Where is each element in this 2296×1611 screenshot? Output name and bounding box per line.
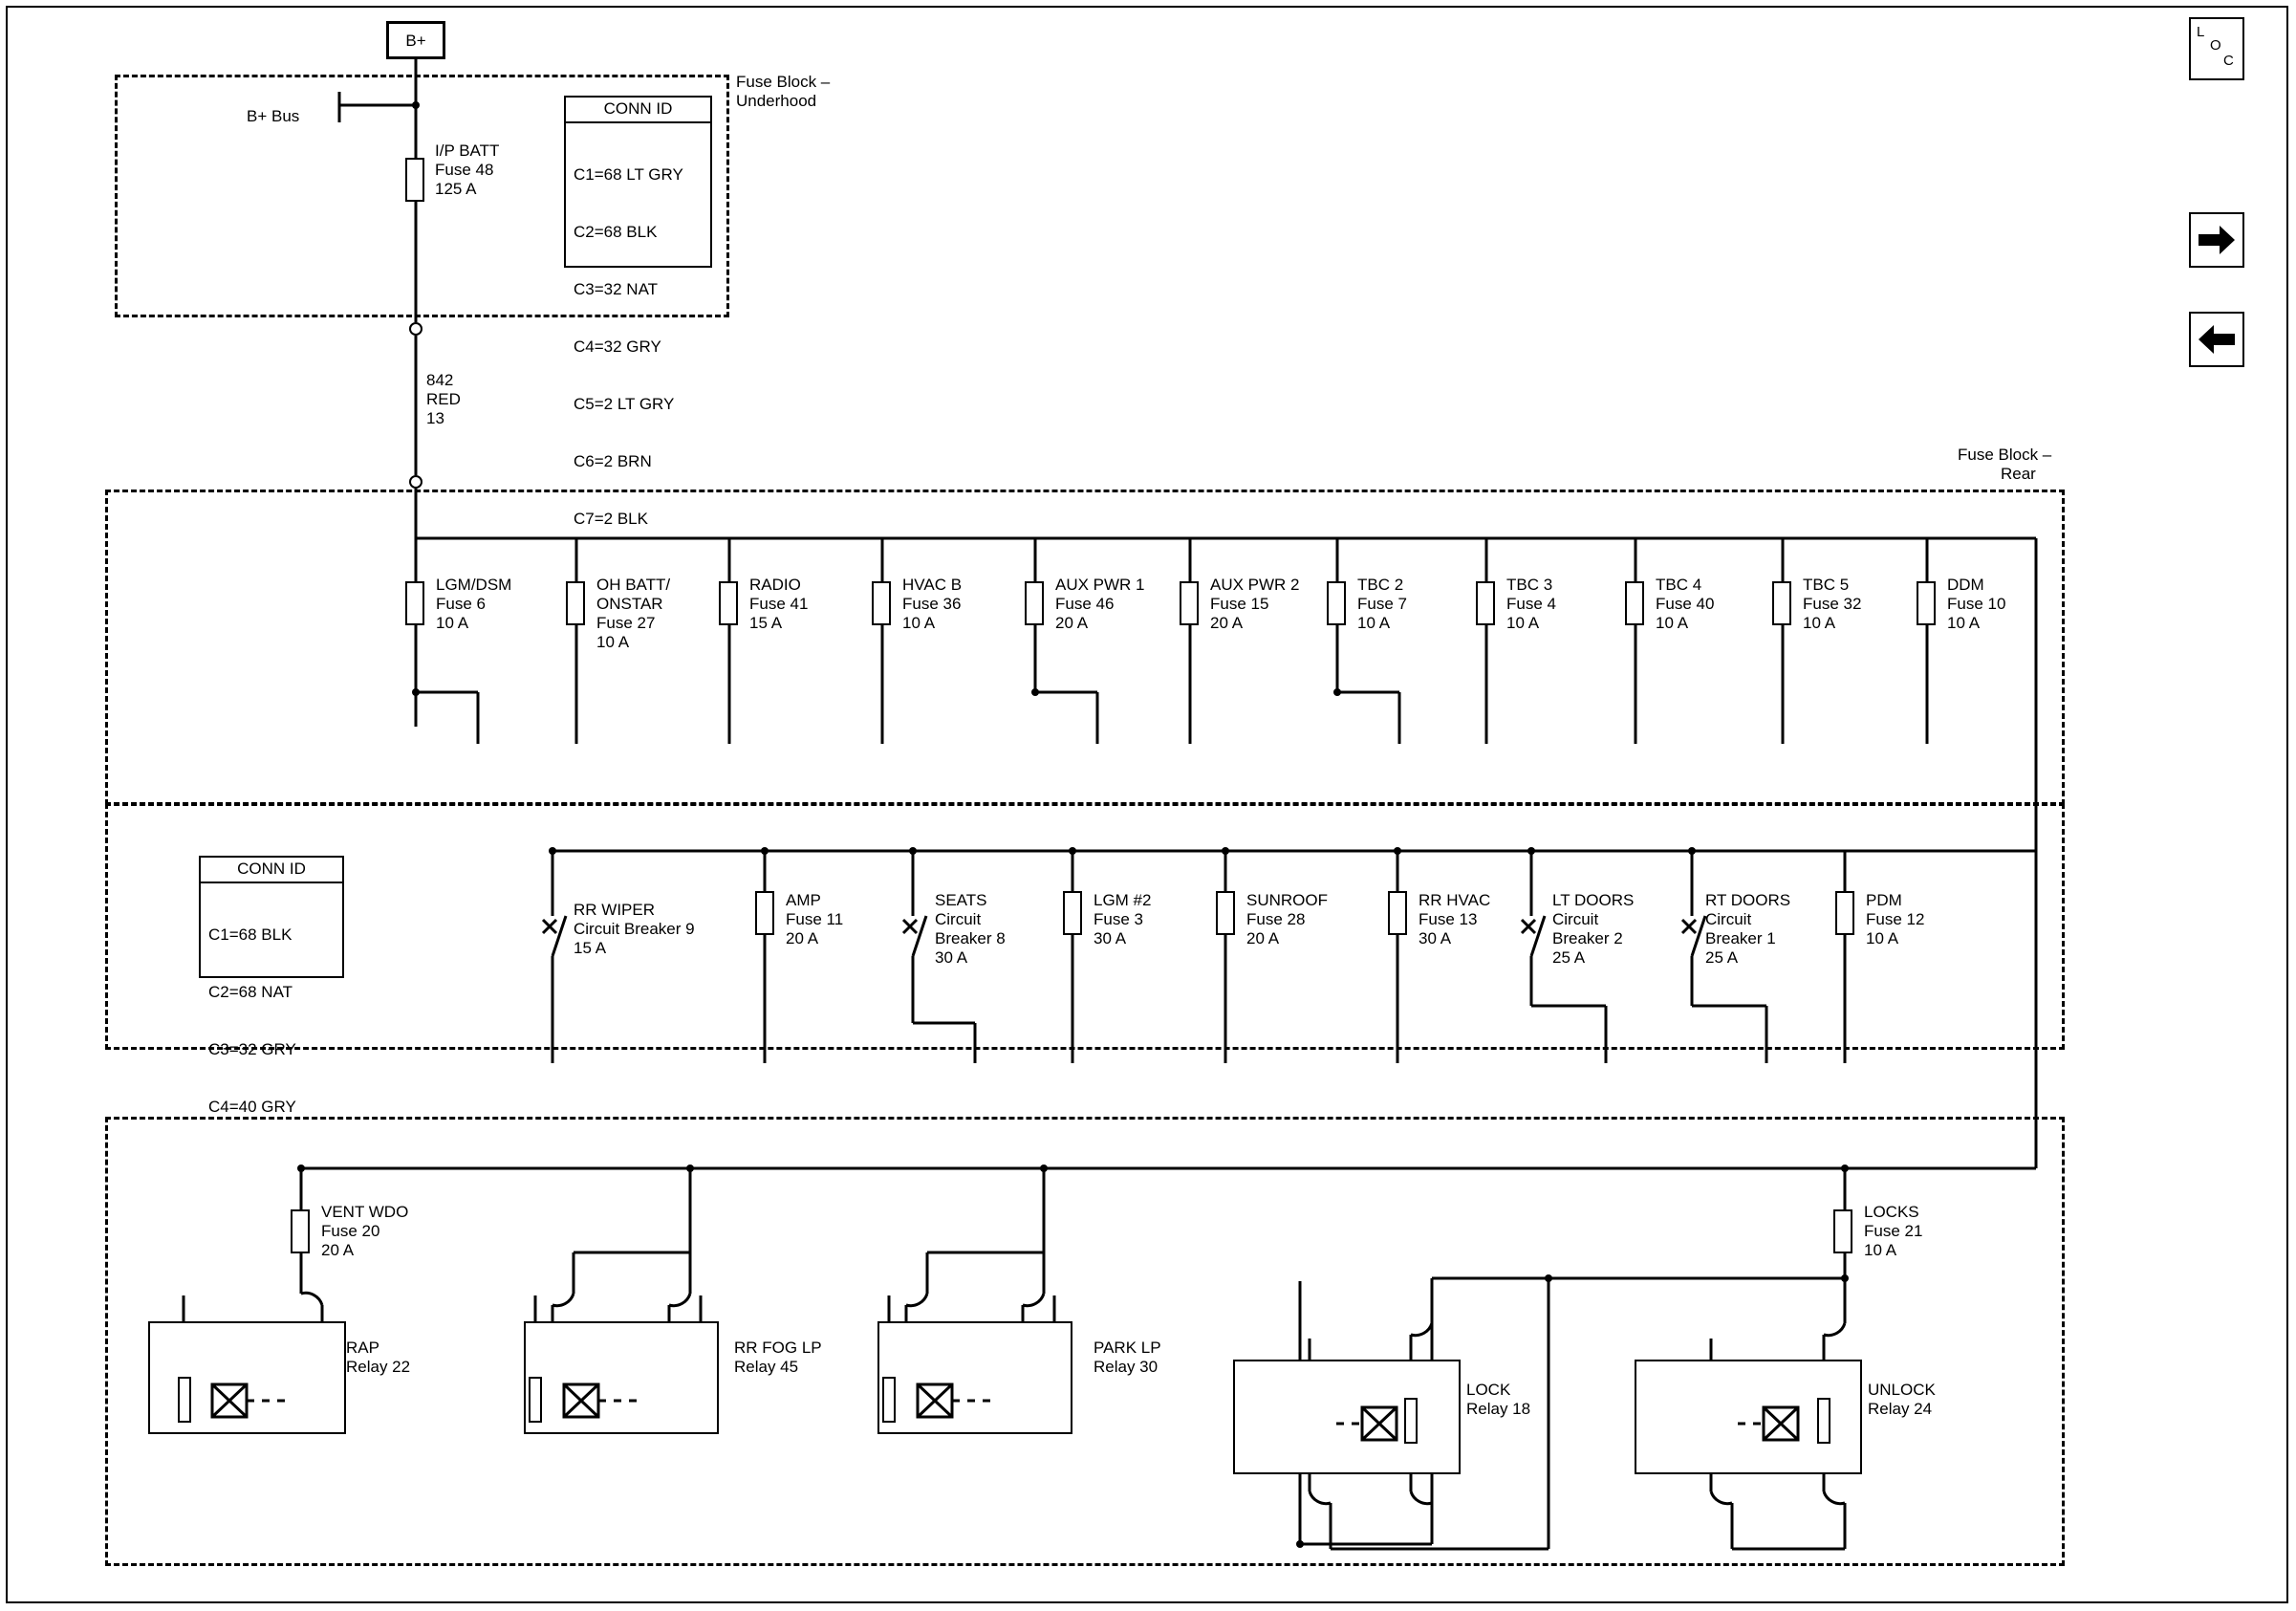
junction-node [1296, 1540, 1304, 1548]
rr-fog-lp-relay-name: RR FOG LP [734, 1339, 822, 1357]
junction-node [549, 847, 556, 855]
conn-id-line: C2=68 BLK [574, 223, 658, 241]
fuse-tbc-2[interactable] [1327, 581, 1346, 625]
conn-id-underhood [564, 96, 712, 528]
junction-node [1841, 1165, 1849, 1172]
rr-wiper-name: RR WIPER [574, 901, 655, 919]
junction-node [761, 847, 769, 855]
vent-wdo-name: VENT WDO [321, 1203, 409, 1221]
relay-box-park-lp[interactable] [877, 1321, 1072, 1434]
aux-pwr-2-name: AUX PWR 2 [1210, 576, 1300, 594]
junction-node [1688, 847, 1696, 855]
underhood-label-line2: Underhood [736, 92, 817, 110]
seats-device: Circuit [935, 910, 982, 928]
conn-id-line: C7=2 BLK [574, 510, 648, 528]
unlock-relay-name: UNLOCK [1868, 1381, 1936, 1399]
underhood-label-line1: Fuse Block – [736, 73, 831, 91]
pdm-rating: 10 A [1866, 929, 1899, 947]
tbc-5-rating: 10 A [1803, 614, 1836, 632]
lock-relay-name: LOCK [1466, 1381, 1511, 1399]
lgm-dsm-name: LGM/DSM [436, 576, 512, 594]
tbc-4-fuse: Fuse 40 [1656, 595, 1715, 613]
unlock-relay-id: Relay 24 [1868, 1400, 1933, 1418]
junction-node [1527, 847, 1535, 855]
pdm-device: Fuse 12 [1866, 910, 1925, 928]
oh-batt-name: OH BATT/ [596, 576, 671, 594]
fuse-block-rear-row1 [105, 490, 2065, 805]
locks-fuse: Fuse 21 [1864, 1222, 1923, 1240]
junction-node [686, 1165, 694, 1172]
fuse-rr-hvac[interactable] [1388, 891, 1407, 935]
junction-node [909, 847, 917, 855]
next-button[interactable] [2189, 212, 2244, 268]
relay-coil-park-lp [882, 1377, 896, 1423]
junction-node [1394, 847, 1401, 855]
fuse-block-rear-row2 [105, 803, 2065, 1050]
rr-hvac-name: RR HVAC [1419, 891, 1491, 909]
conn-id-rear [199, 856, 344, 1116]
junction-node [1031, 688, 1039, 696]
rt-doors-device2: Breaker 1 [1705, 929, 1776, 947]
rt-doors-name: RT DOORS [1705, 891, 1791, 909]
lt-doors-rating: 25 A [1552, 948, 1586, 967]
rr-fog-lp-relay-id: Relay 45 [734, 1358, 799, 1376]
radio-rating: 15 A [749, 614, 783, 632]
fuse-hvac-b[interactable] [872, 581, 891, 625]
fuse-oh-batt-onstar[interactable] [566, 581, 585, 625]
junction-node [412, 101, 420, 109]
ddm-rating: 10 A [1947, 614, 1981, 632]
rr-hvac-device: Fuse 13 [1419, 910, 1478, 928]
relay-coil-rr-fog-lp [529, 1377, 542, 1423]
rear-label-line1: Fuse Block – [1958, 446, 2052, 464]
tbc-3-name: TBC 3 [1506, 576, 1553, 594]
hvac-b-fuse: Fuse 36 [902, 595, 962, 613]
conn-id-line: C6=2 BRN [574, 452, 652, 470]
relay-box-lock[interactable] [1233, 1360, 1461, 1474]
ip-batt-rating: 125 A [435, 180, 477, 198]
rt-doors-device: Circuit [1705, 910, 1752, 928]
tbc-5-name: TBC 5 [1803, 576, 1850, 594]
wire-number: 842 [426, 371, 454, 389]
pdm-name: PDM [1866, 891, 1902, 909]
relay-coil-rap [178, 1377, 191, 1423]
junction-node [1069, 847, 1076, 855]
tbc-4-rating: 10 A [1656, 614, 1689, 632]
junction-node [1040, 1165, 1048, 1172]
lt-doors-name: LT DOORS [1552, 891, 1635, 909]
splice-ring [409, 322, 422, 336]
fuse-aux-pwr-1[interactable] [1025, 581, 1044, 625]
conn-id-line: C1=68 BLK [208, 925, 292, 944]
tbc-5-fuse: Fuse 32 [1803, 595, 1862, 613]
conn-id-rear-header: CONN ID [201, 858, 342, 883]
relay-block-rear [105, 1117, 2065, 1566]
fuse-lgm-dsm[interactable] [405, 581, 424, 625]
fuse-aux-pwr-2[interactable] [1180, 581, 1199, 625]
wire-gauge: 13 [426, 409, 444, 427]
ip-batt-fuse: Fuse 48 [435, 161, 494, 179]
junction-node [1333, 688, 1341, 696]
park-lp-relay-id: Relay 30 [1094, 1358, 1159, 1376]
tbc-3-fuse: Fuse 4 [1506, 595, 1556, 613]
seats-name: SEATS [935, 891, 987, 909]
ddm-fuse: Fuse 10 [1947, 595, 2006, 613]
junction-node [1841, 1274, 1849, 1282]
junction-node [1222, 847, 1229, 855]
sunroof-device: Fuse 28 [1246, 910, 1306, 928]
seats-rating: 30 A [935, 948, 968, 967]
aux-pwr-2-rating: 20 A [1210, 614, 1244, 632]
tbc-2-fuse: Fuse 7 [1357, 595, 1407, 613]
hvac-b-name: HVAC B [902, 576, 963, 594]
sunroof-rating: 20 A [1246, 929, 1280, 947]
conn-id-underhood-header: CONN ID [566, 98, 710, 123]
fuse-ddm[interactable] [1917, 581, 1936, 625]
radio-name: RADIO [749, 576, 801, 594]
rt-doors-rating: 25 A [1705, 948, 1739, 967]
tbc-2-name: TBC 2 [1357, 576, 1404, 594]
sunroof-name: SUNROOF [1246, 891, 1328, 909]
prev-button[interactable] [2189, 312, 2244, 367]
arrow-left-icon [2191, 314, 2242, 365]
conn-id-line: C3=32 NAT [574, 280, 659, 298]
tbc-2-rating: 10 A [1357, 614, 1391, 632]
wire-color: RED [426, 390, 461, 408]
conn-id-line: C2=68 NAT [208, 983, 293, 1001]
fuse-vent-wdo[interactable] [291, 1209, 310, 1253]
conn-id-line: C4=32 GRY [574, 337, 661, 356]
fuse-sunroof[interactable] [1216, 891, 1235, 935]
relay-box-rr-fog-lp[interactable] [524, 1321, 719, 1434]
lgm-2-rating: 30 A [1094, 929, 1127, 947]
fuse-pdm[interactable] [1835, 891, 1854, 935]
tbc-3-rating: 10 A [1506, 614, 1540, 632]
amp-name: AMP [786, 891, 821, 909]
ddm-name: DDM [1947, 576, 1984, 594]
oh-batt-name2: ONSTAR [596, 595, 663, 613]
arrow-right-icon [2191, 214, 2242, 266]
fuse-tbc-4[interactable] [1625, 581, 1644, 625]
amp-device: Fuse 11 [786, 910, 844, 928]
lgm-dsm-rating: 10 A [436, 614, 469, 632]
lt-doors-device: Circuit [1552, 910, 1599, 928]
fuse-locks[interactable] [1833, 1209, 1852, 1253]
rr-wiper-device: Circuit Breaker 9 [574, 920, 695, 938]
loc-button[interactable] [2189, 17, 2244, 80]
relay-coil-lock [1404, 1398, 1418, 1444]
fuse-tbc-3[interactable] [1476, 581, 1495, 625]
conn-id-line: C1=68 LT GRY [574, 165, 683, 184]
fuse-lgm-2[interactable] [1063, 891, 1082, 935]
aux-pwr-2-fuse: Fuse 15 [1210, 595, 1269, 613]
rear-label-line2: Rear [2001, 465, 2036, 483]
rap-relay-name: RAP [346, 1339, 379, 1357]
seats-device2: Breaker 8 [935, 929, 1006, 947]
bplus-bus-label: B+ Bus [247, 107, 300, 125]
radio-fuse: Fuse 41 [749, 595, 809, 613]
oh-batt-fuse: Fuse 27 [596, 614, 656, 632]
park-lp-relay-name: PARK LP [1094, 1339, 1161, 1357]
loc-letter-o: O [2210, 37, 2221, 54]
locks-rating: 10 A [1864, 1241, 1897, 1259]
lt-doors-device2: Breaker 2 [1552, 929, 1623, 947]
aux-pwr-1-fuse: Fuse 46 [1055, 595, 1115, 613]
lgm-2-name: LGM #2 [1094, 891, 1152, 909]
fuse-tbc-5[interactable] [1772, 581, 1791, 625]
relay-coil-unlock [1817, 1398, 1830, 1444]
vent-wdo-rating: 20 A [321, 1241, 355, 1259]
lgm-dsm-fuse: Fuse 6 [436, 595, 486, 613]
splice-ring [409, 475, 422, 489]
rr-wiper-rating: 15 A [574, 939, 607, 957]
aux-pwr-1-name: AUX PWR 1 [1055, 576, 1145, 594]
conn-id-line: C5=2 LT GRY [574, 395, 675, 413]
rr-hvac-rating: 30 A [1419, 929, 1452, 947]
loc-letter-l: L [2197, 24, 2205, 40]
aux-pwr-1-rating: 20 A [1055, 614, 1089, 632]
conn-id-line: C4=40 GRY [208, 1098, 296, 1116]
conn-id-line: C3=32 GRY [208, 1040, 296, 1058]
lgm-2-device: Fuse 3 [1094, 910, 1143, 928]
fuse-amp[interactable] [755, 891, 774, 935]
ip-batt-name: I/P BATT [435, 142, 500, 160]
tbc-4-name: TBC 4 [1656, 576, 1702, 594]
amp-rating: 20 A [786, 929, 819, 947]
locks-name: LOCKS [1864, 1203, 1919, 1221]
junction-node [297, 1165, 305, 1172]
rap-relay-id: Relay 22 [346, 1358, 411, 1376]
junction-node [1545, 1274, 1552, 1282]
fuse-radio[interactable] [719, 581, 738, 625]
lock-relay-id: Relay 18 [1466, 1400, 1531, 1418]
hvac-b-rating: 10 A [902, 614, 936, 632]
loc-letter-c: C [2223, 53, 2234, 69]
battery-terminal: B+ [386, 21, 445, 59]
oh-batt-rating: 10 A [596, 633, 630, 651]
vent-wdo-fuse: Fuse 20 [321, 1222, 380, 1240]
junction-node [412, 688, 420, 696]
fuse-ip-batt[interactable] [405, 158, 424, 202]
